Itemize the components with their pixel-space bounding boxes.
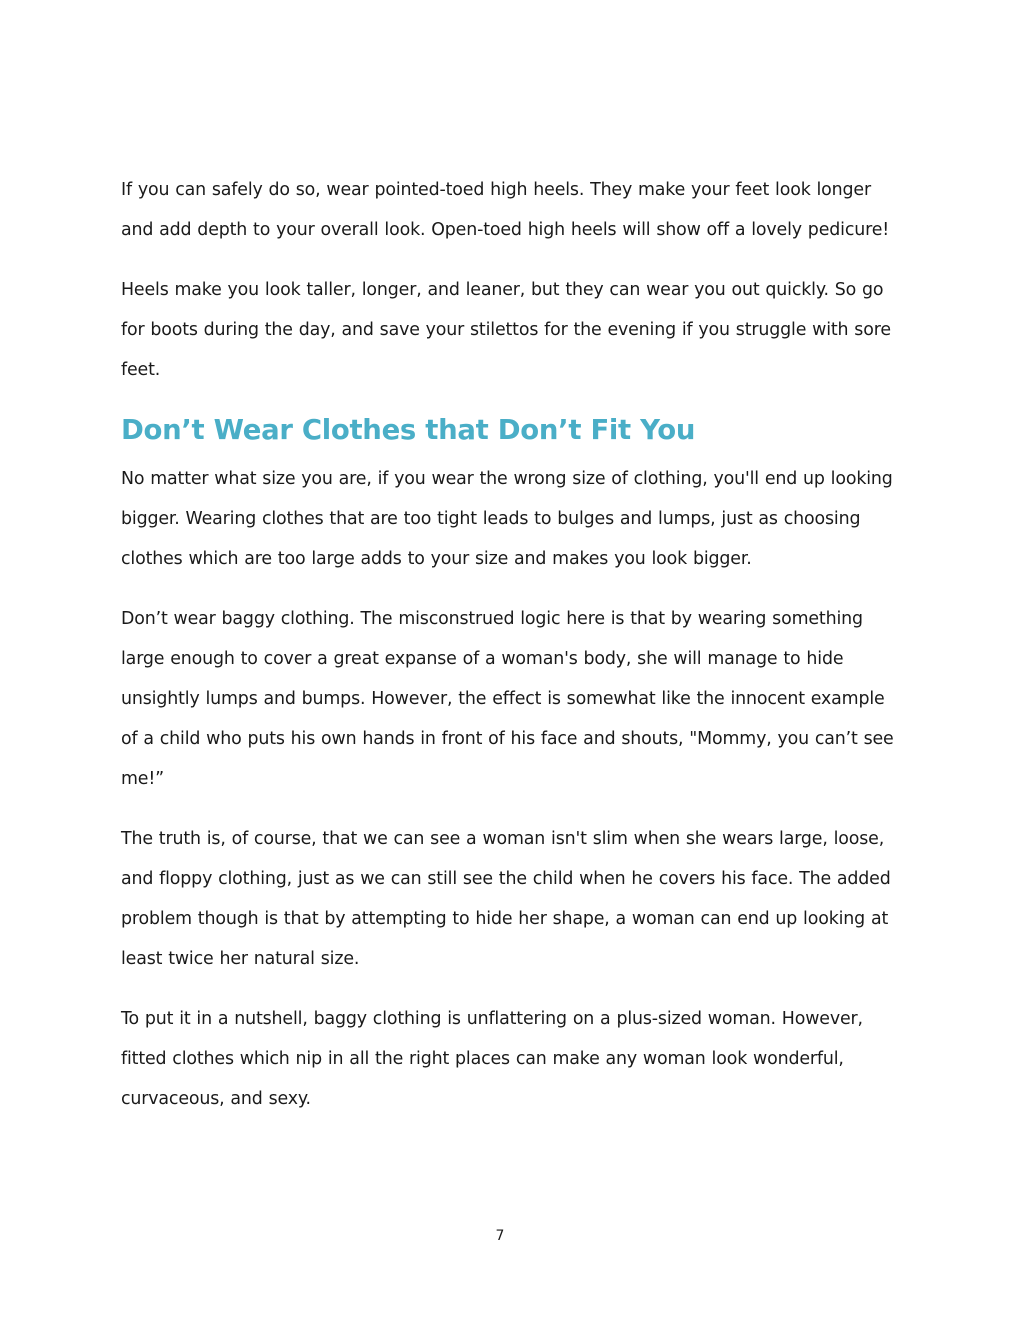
paragraph-truth: The truth is, of course, that we can see a woman isn't slim when she wears large, loose, and floppy clothing, just as we can still see the child when he covers his face. The added problem though is that by attempting to hide her shape, a woman can end up looking at least twice her natural size. xyxy=(121,829,891,969)
paragraph-baggy-clothing: Don’t wear baggy clothing. The misconstrued logic here is that by wearing something large enough to cover a great expanse of a woman's body, she will manage to hide unsightly lumps and bumps. However, the effect is somewhat like the innocent example of a child who puts his own hands in front of his face and shouts, "Mommy, you can’t see me!” xyxy=(121,609,894,789)
paragraph-wrong-size: No matter what size you are, if you wear the wrong size of clothing, you'll end up looking bigger. Wearing clothes that are too tight leads to bulges and lumps, just as choosing clothes which are too large adds to your size and makes you look bigger. xyxy=(121,469,893,569)
section-heading: Don’t Wear Clothes that Don’t Fit You xyxy=(121,414,696,446)
paragraph-pointed-heels: If you can safely do so, wear pointed-toed high heels. They make your feet look longer and add depth to your overall look. Open-toed high heels will show off a lovely pedicure! xyxy=(121,180,890,240)
page-content xyxy=(121,170,906,1139)
page-number: 7 xyxy=(495,1228,505,1244)
paragraph-heels-boots: Heels make you look taller, longer, and leaner, but they can wear you out quickly. So go for boots during the day, and save your stilettos for the evening if you struggle with sore feet. xyxy=(121,280,891,380)
paragraph-nutshell: To put it in a nutshell, baggy clothing is unflattering on a plus-sized woman. However, fitted clothes which nip in all the right places can make any woman look wonderful, curvaceous, and sexy. xyxy=(121,1009,863,1109)
